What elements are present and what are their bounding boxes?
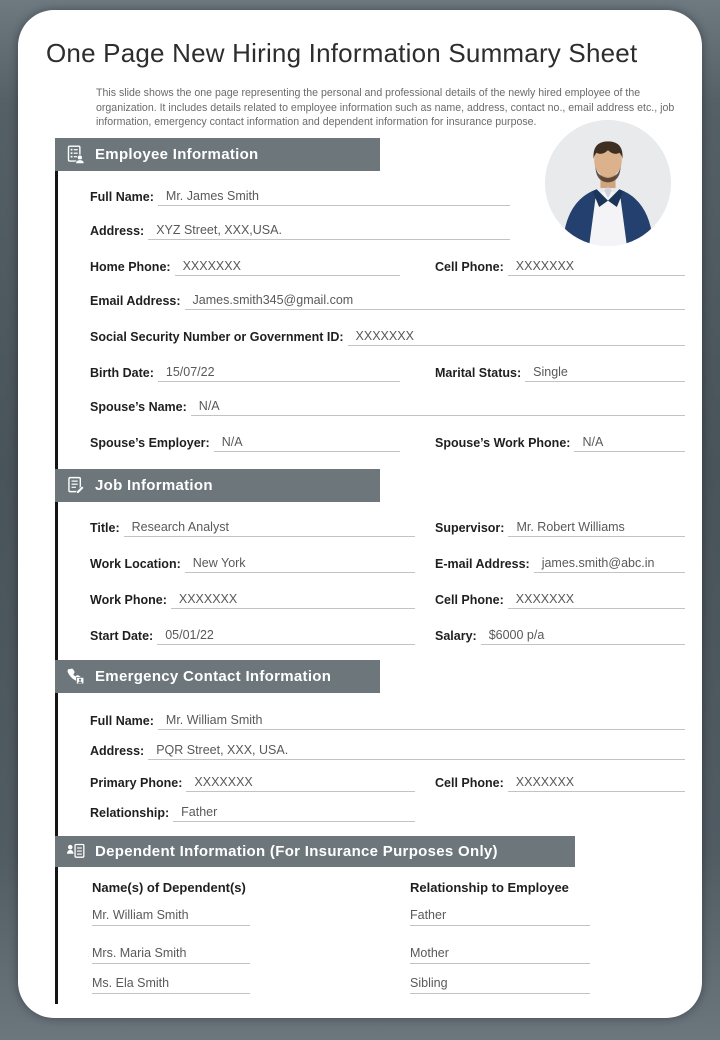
field-label: Birth Date:: [90, 366, 154, 380]
dependent-name: Mr. William Smith: [92, 908, 250, 926]
field-label: Work Phone:: [90, 593, 167, 607]
section-header-dependents: [55, 836, 575, 867]
field-label: Relationship:: [90, 806, 170, 820]
field-label: Supervisor:: [435, 521, 505, 535]
section-header-job: [55, 469, 380, 502]
field-job-start-date: [90, 623, 415, 645]
field-value: N/A: [214, 435, 400, 452]
field-label: Salary:: [435, 629, 477, 643]
field-label: Address:: [90, 224, 145, 238]
field-label: Cell Phone:: [435, 776, 504, 790]
field-employee-ssn: [90, 324, 685, 346]
field-emergency-primary-phone: [90, 770, 415, 792]
field-label: Primary Phone:: [90, 776, 183, 790]
field-value: XYZ Street, XXX,USA.: [148, 223, 510, 240]
field-emergency-relationship: [90, 800, 415, 822]
field-value: Mr. Robert Williams: [508, 520, 685, 537]
field-value: New York: [185, 556, 415, 573]
field-label: Cell Phone:: [435, 593, 504, 607]
field-job-salary: [435, 623, 685, 645]
field-employee-home-phone: [90, 254, 400, 276]
field-value: james.smith@abc.in: [534, 556, 685, 573]
field-value: James.smith345@gmail.com: [185, 293, 685, 310]
field-label: Spouse’s Name:: [90, 400, 187, 414]
field-value: Mr. James Smith: [158, 189, 510, 206]
field-value: XXXXXXX: [171, 592, 415, 609]
field-value: XXXXXXX: [348, 329, 685, 346]
field-employee-spouse-employer: [90, 430, 400, 452]
field-value: XXXXXXX: [508, 775, 685, 792]
field-employee-spouse-work-phone: [435, 430, 685, 452]
field-value: PQR Street, XXX, USA.: [148, 743, 685, 760]
page-subtitle: This slide shows the one page representing the personal and professional details of the newly hired employee of the organization. It includes details related to employee information such as name, address, contact no., email address etc., job information, emergency contact information and dependent information for insurance purpose.: [96, 87, 675, 129]
dependent-name: Ms. Ela Smith: [92, 976, 250, 994]
document-icon: [65, 475, 86, 496]
field-value: $6000 p/a: [481, 628, 685, 645]
field-value: N/A: [574, 435, 685, 452]
field-label: Address:: [90, 744, 145, 758]
field-employee-address: [90, 218, 510, 240]
field-value: Mr. William Smith: [158, 713, 685, 730]
field-job-cell-phone: [435, 587, 685, 609]
dependent-relationship: Father: [410, 908, 590, 926]
section-accent-line: [55, 138, 58, 1004]
field-label: Start Date:: [90, 629, 154, 643]
employee-photo: [545, 120, 671, 246]
section-header-emergency: [55, 660, 380, 693]
field-job-title: [90, 515, 415, 537]
field-employee-marital-status: [435, 360, 685, 382]
field-label: Spouse’s Work Phone:: [435, 436, 571, 450]
field-label: Full Name:: [90, 190, 154, 204]
field-value: XXXXXXX: [186, 775, 415, 792]
field-employee-birth-date: [90, 360, 400, 382]
field-label: Full Name:: [90, 714, 154, 728]
phone-contact-icon: [65, 666, 86, 687]
field-value: Father: [173, 805, 415, 822]
page-title: One Page New Hiring Information Summary Sheet: [46, 38, 638, 68]
field-label: E-mail Address:: [435, 557, 530, 571]
field-value: 15/07/22: [158, 365, 400, 382]
employee-portrait-icon: [545, 120, 671, 246]
section-title-emergency: Emergency Contact Information: [95, 668, 332, 685]
field-emergency-cell-phone: [435, 770, 685, 792]
field-label: Marital Status:: [435, 366, 522, 380]
field-job-email: [435, 551, 685, 573]
field-job-work-location: [90, 551, 415, 573]
field-label: Email Address:: [90, 294, 181, 308]
field-value: Research Analyst: [124, 520, 415, 537]
field-emergency-full-name: [90, 708, 685, 730]
field-job-work-phone: [90, 587, 415, 609]
field-label: Spouse’s Employer:: [90, 436, 210, 450]
field-employee-full-name: [90, 184, 510, 206]
field-label: Cell Phone:: [435, 260, 504, 274]
field-value: XXXXXXX: [508, 592, 685, 609]
section-title-employee: Employee Information: [95, 146, 259, 163]
section-title-job: Job Information: [95, 477, 213, 494]
section-header-employee: [55, 138, 380, 171]
field-employee-email: [90, 288, 685, 310]
field-label: Title:: [90, 521, 120, 535]
field-employee-cell-phone: [435, 254, 685, 276]
dependents-relationship-header: Relationship to Employee: [410, 880, 569, 895]
clipboard-person-icon: [65, 144, 86, 165]
field-value: 05/01/22: [157, 628, 415, 645]
field-label: Social Security Number or Government ID:: [90, 330, 344, 344]
dependent-relationship: Mother: [410, 946, 590, 964]
section-title-dependents: Dependent Information (For Insurance Purposes Only): [95, 843, 498, 860]
slide-page: [18, 10, 702, 1018]
dependent-name: Mrs. Maria Smith: [92, 946, 250, 964]
field-label: Home Phone:: [90, 260, 171, 274]
field-label: Work Location:: [90, 557, 181, 571]
field-value: Single: [525, 365, 685, 382]
field-value: N/A: [191, 399, 685, 416]
dependents-name-header: Name(s) of Dependent(s): [92, 880, 246, 895]
field-value: XXXXXXX: [175, 259, 400, 276]
dependent-relationship: Sibling: [410, 976, 590, 994]
field-job-supervisor: [435, 515, 685, 537]
person-list-icon: [65, 841, 86, 862]
field-employee-spouse-name: [90, 394, 685, 416]
field-emergency-address: [90, 738, 685, 760]
field-value: XXXXXXX: [508, 259, 685, 276]
